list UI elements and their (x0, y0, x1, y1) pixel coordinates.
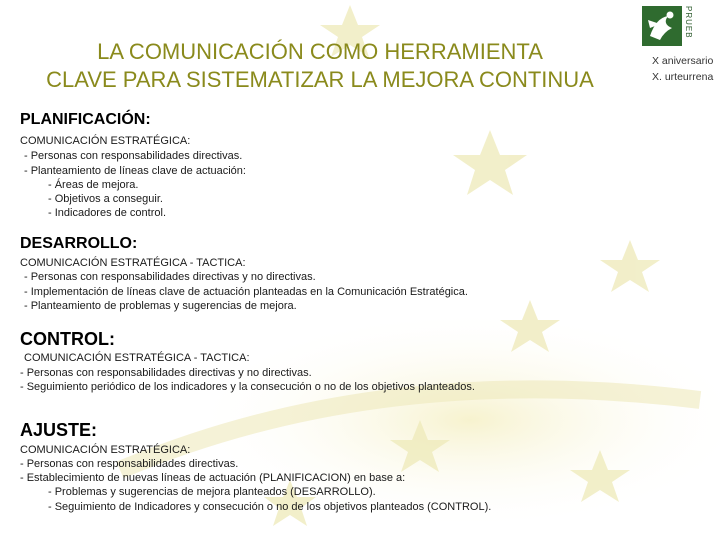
section-heading-planificacion: PLANIFICACIÓN: (20, 111, 151, 128)
section-line: COMUNICACIÓN ESTRATÉGICA: (20, 444, 191, 456)
section-line: - Indicadores de control. (48, 207, 167, 219)
section-line: COMUNICACIÓN ESTRATÉGICA - TACTICA: (20, 257, 246, 269)
tagline-aniversario: X aniversario (652, 55, 714, 67)
star-icon (453, 130, 527, 195)
section-heading-control: CONTROL: (20, 329, 115, 349)
title-line-1: LA COMUNICACIÓN COMO HERRAMIENTA (97, 39, 543, 64)
section-line: - Seguimiento periódico de los indicadores y la consecución o no de los objetivos planteados. (20, 381, 475, 393)
section-line: - Implementación de líneas clave de actuación planteadas en la Comunicación Estratégica. (24, 286, 468, 298)
section-heading-desarrollo: DESARROLLO: (20, 235, 138, 252)
logo-side-text: PRUEB (684, 6, 693, 39)
section-line: - Seguimiento de Indicadores y consecución o no de los objetivos planteados (CONTROL). (48, 501, 492, 513)
page-title (0, 38, 640, 94)
section-line: - Planteamiento de líneas clave de actuación: (24, 165, 246, 177)
section-line: - Problemas y sugerencias de mejora planteados (DESARROLLO). (48, 486, 376, 498)
section-line: - Establecimiento de nuevas líneas de actuación (PLANIFICACION) en base a: (20, 472, 406, 484)
section-line: - Personas con responsabilidades directivas y no directivas. (24, 271, 316, 283)
section-line: COMUNICACIÓN ESTRATÉGICA - TACTICA: (24, 352, 250, 364)
tagline-urteurrena: X. urteurrena (652, 71, 714, 83)
section-line: - Objetivos a conseguir. (48, 193, 163, 205)
section-line: - Personas con responsabilidades directivas. (24, 150, 243, 162)
figure-logo-icon (642, 6, 702, 48)
section-line: - Planteamiento de problemas y sugerencias de mejora. (24, 300, 297, 312)
title-line-2: CLAVE PARA SISTEMATIZAR LA MEJORA CONTINUA (46, 67, 594, 92)
section-line: - Áreas de mejora. (48, 179, 139, 191)
section-line: - Personas con responsabilidades directivas. (20, 458, 239, 470)
section-heading-ajuste: AJUSTE: (20, 420, 98, 440)
section-line: COMUNICACIÓN ESTRATÉGICA: (20, 135, 191, 147)
star-icon (600, 240, 660, 292)
section-line: - Personas con responsabilidades directivas y no directivas. (20, 367, 312, 379)
